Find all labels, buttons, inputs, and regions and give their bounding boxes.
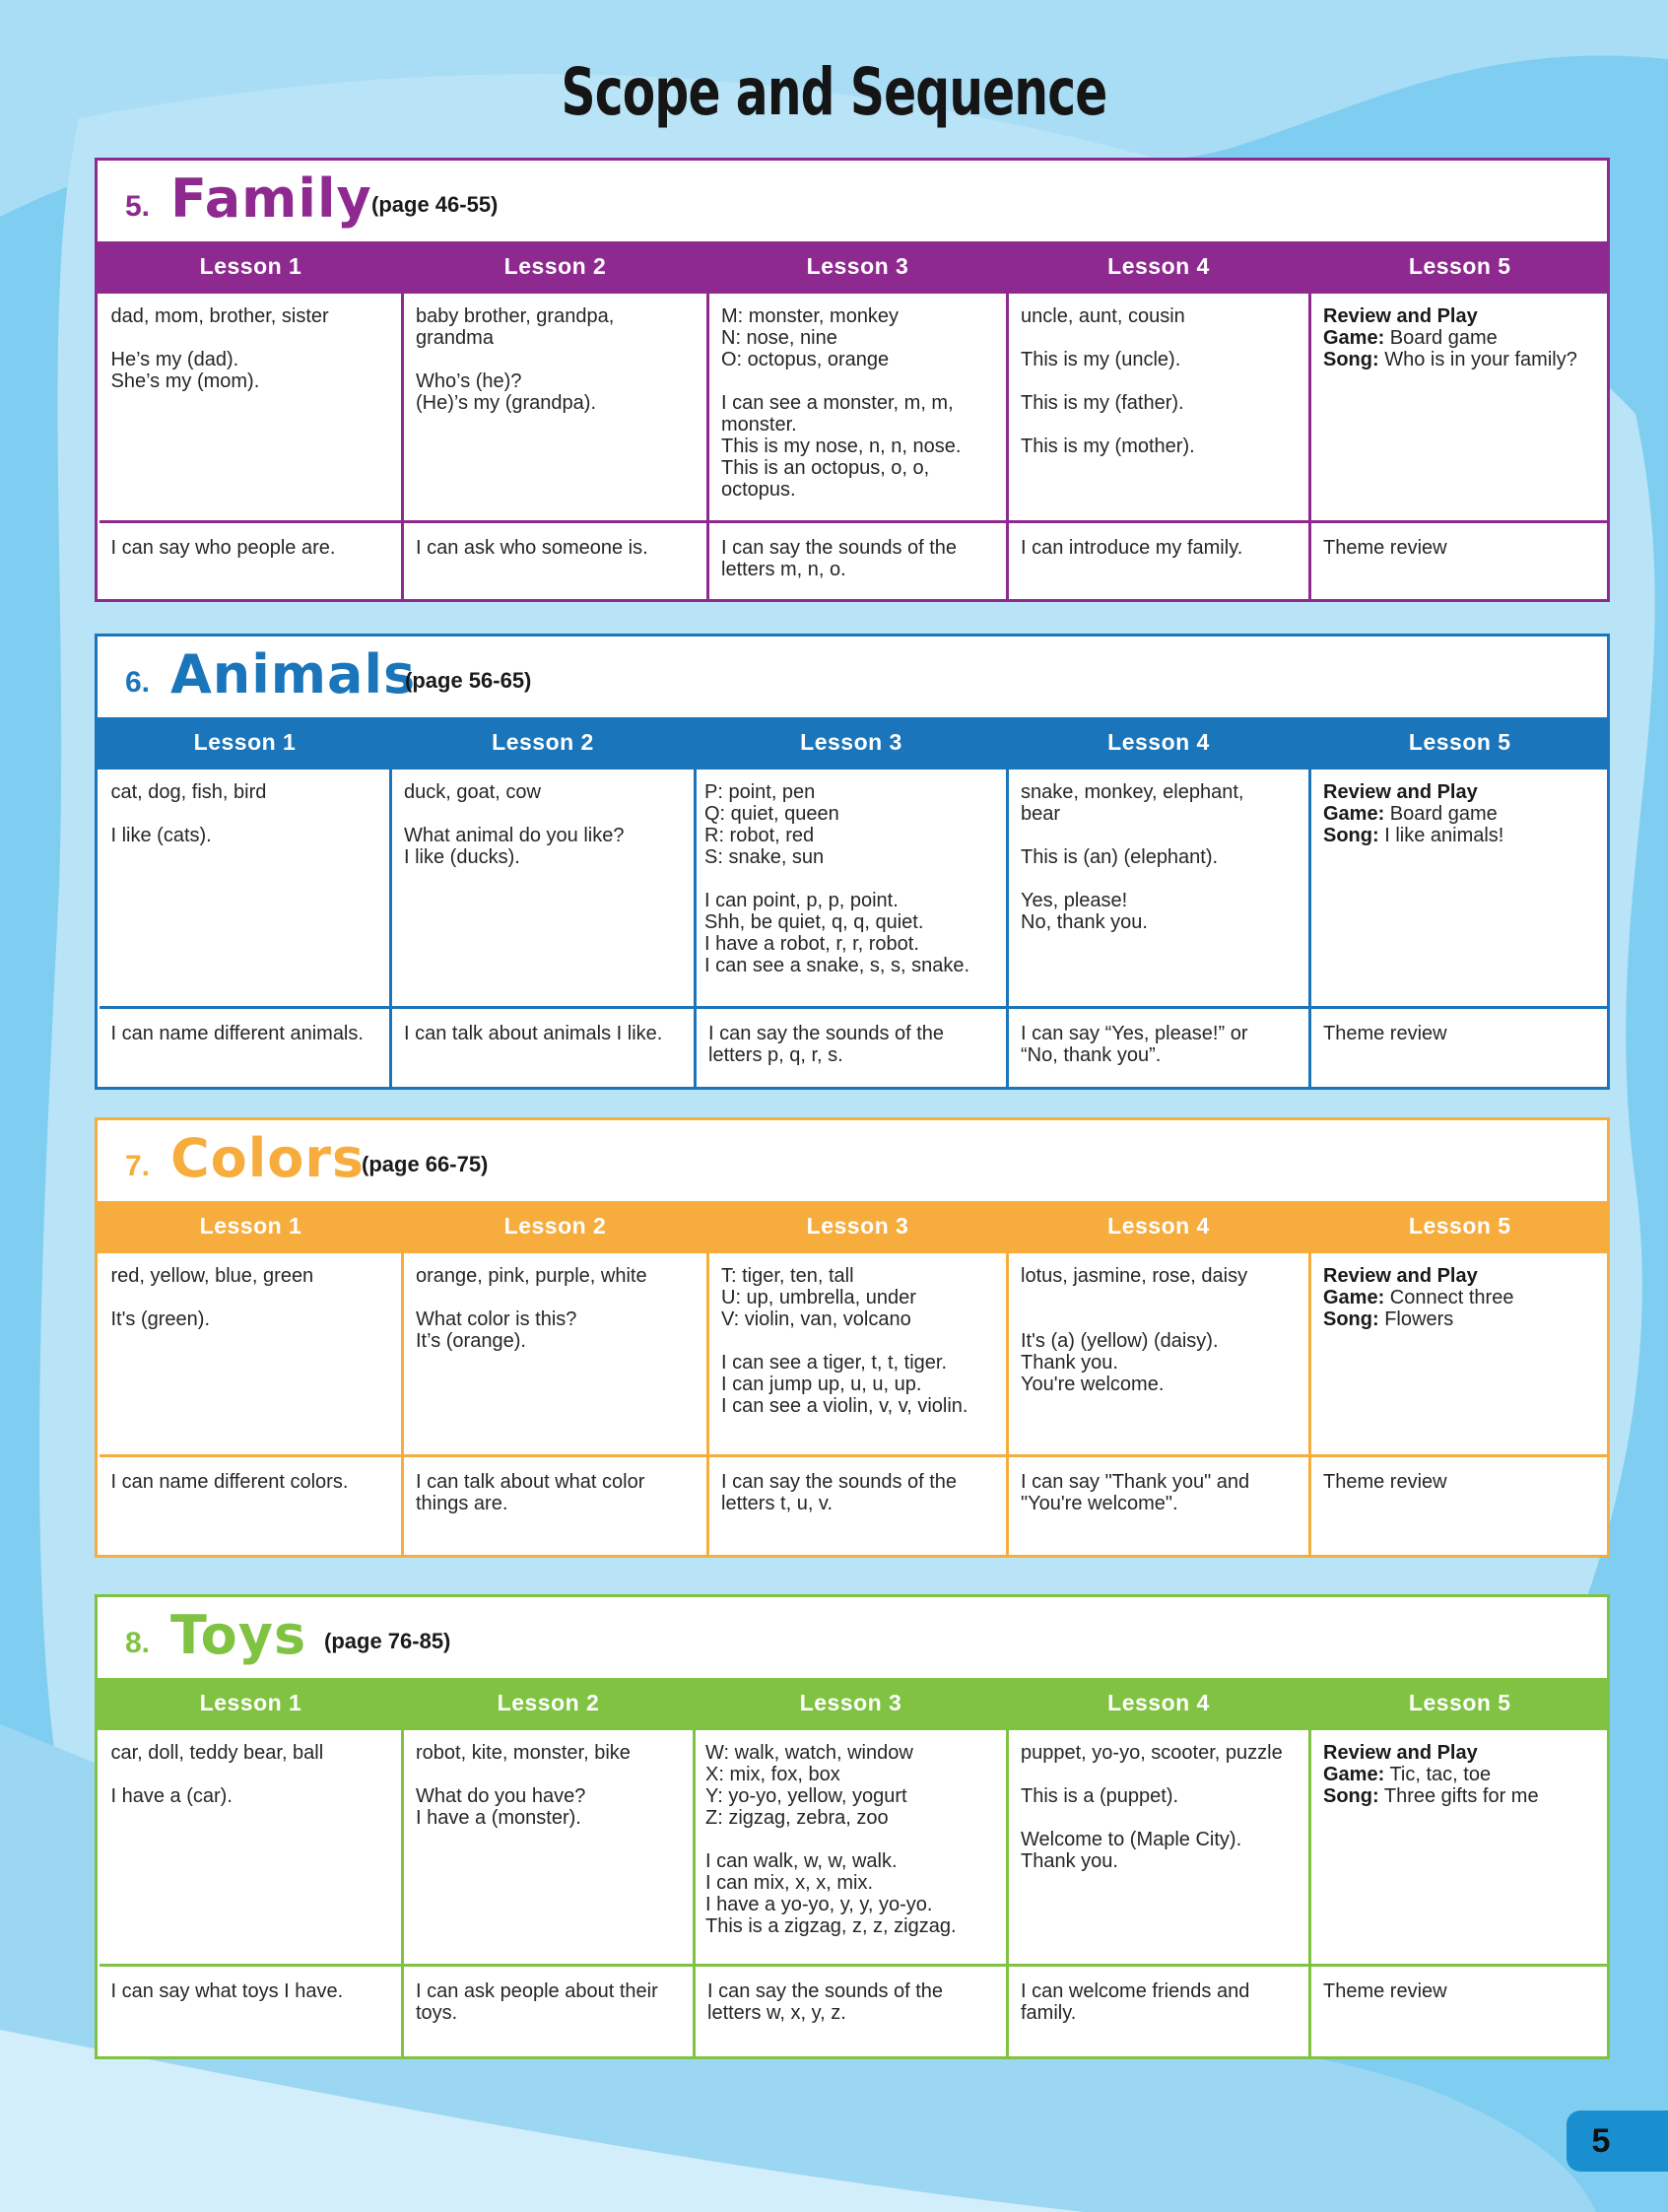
lesson-content-row xyxy=(100,293,1609,522)
lesson-4-header: Lesson 4 xyxy=(1008,241,1310,293)
unit-number: 7. xyxy=(125,1150,151,1182)
page-number: 5 xyxy=(1591,2122,1611,2160)
lesson-4-content: lotus, jasmine, rose, daisy It's (a) (yellow) (daisy). Thank you. You're welcome. xyxy=(1008,1252,1310,1456)
game-label: Game: xyxy=(1323,1764,1385,1785)
lesson-4-content: puppet, yo-yo, scooter, puzzle This is a (puppet). Welcome to (Maple City). Thank you. xyxy=(1008,1729,1310,1966)
unit-header xyxy=(98,161,1607,241)
lesson-2-objective: I can talk about animals I like. xyxy=(391,1008,696,1087)
lesson-2-header: Lesson 2 xyxy=(391,717,696,769)
lesson-2-objective: I can ask who someone is. xyxy=(403,522,708,599)
lesson-2-content: robot, kite, monster, bike What do you have? I have a (monster). xyxy=(403,1729,695,1966)
lesson-header-row xyxy=(100,241,1609,293)
lesson-content-row xyxy=(100,1252,1609,1456)
page-number-tab xyxy=(1567,2111,1668,2172)
review-heading: Review and Play xyxy=(1323,1742,1478,1764)
unit-family xyxy=(95,158,1610,602)
song-name: Who is in your family? xyxy=(1378,349,1577,370)
lesson-3-content: T: tiger, ten, tall U: up, umbrella, under V: violin, van, volcano I can see a tiger, t, t, tiger. I can jump up, u, u, up. I can see a violin, v, v, violin. xyxy=(708,1252,1008,1456)
lesson-5-content xyxy=(1310,293,1609,522)
lesson-4-header: Lesson 4 xyxy=(1008,1678,1310,1729)
lesson-2-content: baby brother, grandpa, grandma Who’s (he)? (He)’s my (grandpa). xyxy=(403,293,708,522)
lesson-header-row xyxy=(100,1201,1609,1252)
lesson-5-content xyxy=(1310,1729,1609,1966)
lesson-4-objective: I can introduce my family. xyxy=(1008,522,1310,599)
unit-header xyxy=(98,1597,1607,1678)
lesson-5-objective: Theme review xyxy=(1310,522,1609,599)
unit-number: 5. xyxy=(125,190,151,223)
unit-number: 8. xyxy=(125,1627,151,1659)
song-name: Flowers xyxy=(1378,1308,1454,1330)
objective-row xyxy=(100,1966,1609,2056)
lesson-5-header: Lesson 5 xyxy=(1310,1678,1609,1729)
song-name: Three gifts for me xyxy=(1378,1785,1539,1807)
lesson-5-header: Lesson 5 xyxy=(1310,1201,1609,1252)
game-name: Connect three xyxy=(1384,1287,1514,1308)
lesson-table xyxy=(98,717,1609,1087)
objective-row xyxy=(100,1456,1609,1555)
lesson-content-row xyxy=(100,1729,1609,1966)
objective-row xyxy=(100,1008,1609,1087)
unit-name: Colors xyxy=(170,1127,366,1189)
lesson-3-header: Lesson 3 xyxy=(696,717,1008,769)
lesson-table xyxy=(98,1678,1609,2056)
lesson-2-header: Lesson 2 xyxy=(403,241,708,293)
page-title: Scope and Sequence xyxy=(561,54,1107,130)
lesson-2-content: duck, goat, cow What animal do you like? I like (ducks). xyxy=(391,769,696,1008)
song-name: I like animals! xyxy=(1378,825,1504,846)
unit-page-range: (page 46-55) xyxy=(371,192,499,217)
lesson-5-content xyxy=(1310,769,1609,1008)
lesson-header-row xyxy=(100,717,1609,769)
game-label: Game: xyxy=(1323,327,1385,349)
unit-animals xyxy=(95,634,1610,1090)
lesson-content-row xyxy=(100,769,1609,1008)
unit-number: 6. xyxy=(125,666,151,699)
lesson-2-objective: I can ask people about their toys. xyxy=(403,1966,695,2056)
lesson-3-objective: I can say the sounds of the letters w, x, y, z. xyxy=(695,1966,1008,2056)
lesson-header-row xyxy=(100,1678,1609,1729)
lesson-5-content xyxy=(1310,1252,1609,1456)
lesson-4-header: Lesson 4 xyxy=(1008,1201,1310,1252)
lesson-5-objective: Theme review xyxy=(1310,1456,1609,1555)
game-label: Game: xyxy=(1323,1287,1385,1308)
lesson-1-content: dad, mom, brother, sister He’s my (dad). She’s my (mom). xyxy=(100,293,403,522)
lesson-1-content: cat, dog, fish, bird I like (cats). xyxy=(100,769,391,1008)
lesson-5-header: Lesson 5 xyxy=(1310,717,1609,769)
lesson-3-objective: I can say the sounds of the letters m, n, o. xyxy=(708,522,1008,599)
lesson-3-header: Lesson 3 xyxy=(695,1678,1008,1729)
lesson-1-header: Lesson 1 xyxy=(100,717,391,769)
unit-name: Family xyxy=(170,168,372,230)
song-label: Song: xyxy=(1323,1785,1379,1807)
game-name: Tic, tac, toe xyxy=(1384,1764,1492,1785)
review-heading: Review and Play xyxy=(1323,1265,1478,1287)
unit-page-range: (page 76-85) xyxy=(324,1629,451,1653)
lesson-3-content: P: point, pen Q: quiet, queen R: robot, red S: snake, sun I can point, p, p, point. Shh, be quiet, q, q, quiet. I have a robot, r, r, robot. I can see a snake, s, s, snake. xyxy=(696,769,1008,1008)
lesson-1-header: Lesson 1 xyxy=(100,1201,403,1252)
lesson-4-objective: I can say "Thank you" and "You're welcome". xyxy=(1008,1456,1310,1555)
song-label: Song: xyxy=(1323,349,1379,370)
game-name: Board game xyxy=(1384,803,1498,825)
lesson-1-objective: I can name different colors. xyxy=(100,1456,403,1555)
review-heading: Review and Play xyxy=(1323,781,1478,803)
lesson-table xyxy=(98,241,1609,599)
lesson-3-content: M: monster, monkey N: nose, nine O: octopus, orange I can see a monster, m, m, monster. This is my nose, n, n, nose. This is an octopus, o, o, octopus. xyxy=(708,293,1008,522)
lesson-3-objective: I can say the sounds of the letters p, q, r, s. xyxy=(696,1008,1008,1087)
unit-header xyxy=(98,637,1607,717)
lesson-3-objective: I can say the sounds of the letters t, u, v. xyxy=(708,1456,1008,1555)
lesson-5-objective: Theme review xyxy=(1310,1008,1609,1087)
unit-page-range: (page 56-65) xyxy=(405,668,532,693)
lesson-5-header: Lesson 5 xyxy=(1310,241,1609,293)
unit-header xyxy=(98,1120,1607,1201)
review-heading: Review and Play xyxy=(1323,305,1478,327)
unit-toys xyxy=(95,1594,1610,2059)
lesson-1-objective: I can name different animals. xyxy=(100,1008,391,1087)
unit-name: Animals xyxy=(170,643,417,705)
lesson-table xyxy=(98,1201,1609,1555)
lesson-4-objective: I can welcome friends and family. xyxy=(1008,1966,1310,2056)
lesson-4-header: Lesson 4 xyxy=(1008,717,1310,769)
lesson-4-content: snake, monkey, elephant, bear This is (an) (elephant). Yes, please! No, thank you. xyxy=(1008,769,1310,1008)
lesson-2-content: orange, pink, purple, white What color is this? It’s (orange). xyxy=(403,1252,708,1456)
lesson-1-header: Lesson 1 xyxy=(100,241,403,293)
unit-colors xyxy=(95,1117,1610,1558)
lesson-4-content: uncle, aunt, cousin This is my (uncle). This is my (father). This is my (mother). xyxy=(1008,293,1310,522)
lesson-4-objective: I can say “Yes, please!” or “No, thank you”. xyxy=(1008,1008,1310,1087)
lesson-1-objective: I can say who people are. xyxy=(100,522,403,599)
lesson-5-objective: Theme review xyxy=(1310,1966,1609,2056)
game-name: Board game xyxy=(1384,327,1498,349)
lesson-3-header: Lesson 3 xyxy=(708,241,1008,293)
lesson-3-header: Lesson 3 xyxy=(708,1201,1008,1252)
lesson-1-content: car, doll, teddy bear, ball I have a (car). xyxy=(100,1729,403,1966)
lesson-1-objective: I can say what toys I have. xyxy=(100,1966,403,2056)
objective-row xyxy=(100,522,1609,599)
song-label: Song: xyxy=(1323,825,1379,846)
unit-name: Toys xyxy=(170,1604,307,1666)
lesson-1-header: Lesson 1 xyxy=(100,1678,403,1729)
lesson-1-content: red, yellow, blue, green It's (green). xyxy=(100,1252,403,1456)
lesson-2-header: Lesson 2 xyxy=(403,1678,695,1729)
song-label: Song: xyxy=(1323,1308,1379,1330)
lesson-3-content: W: walk, watch, window X: mix, fox, box Y: yo-yo, yellow, yogurt Z: zigzag, zebra, zoo I can walk, w, w, walk. I can mix, x, x, mix. I have a yo-yo, y, y, yo-yo. This is a zigzag, z, z, zigzag. xyxy=(695,1729,1008,1966)
lesson-2-header: Lesson 2 xyxy=(403,1201,708,1252)
lesson-2-objective: I can talk about what color things are. xyxy=(403,1456,708,1555)
unit-page-range: (page 66-75) xyxy=(362,1152,489,1176)
game-label: Game: xyxy=(1323,803,1385,825)
